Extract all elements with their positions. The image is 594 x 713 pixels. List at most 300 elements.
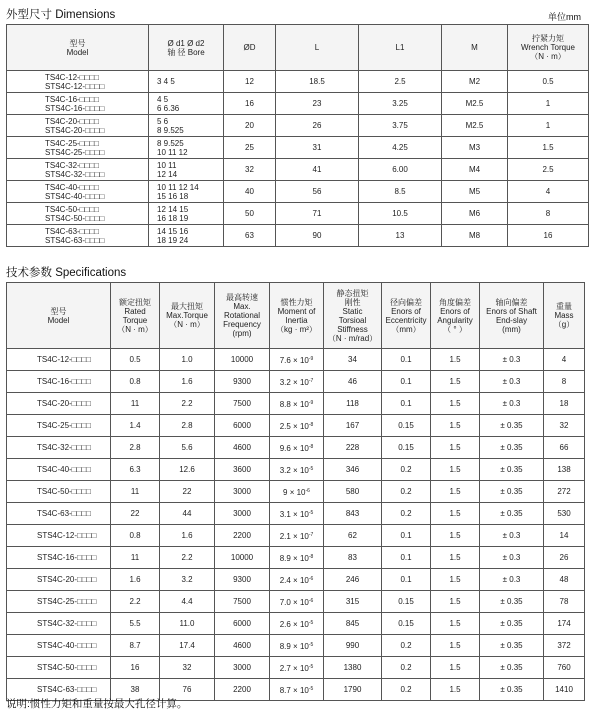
cell-eccentricity: 0.1 (382, 569, 431, 591)
header-od: ØD (224, 25, 276, 71)
cell-l: 31 (276, 137, 359, 159)
cell-l1: 4.25 (359, 137, 442, 159)
cell-line: TS4C-40-□□□□ (45, 182, 100, 192)
cell-rated-torque: 8.7 (111, 635, 160, 657)
cell-rated-torque: 11 (111, 481, 160, 503)
cell-max-torque: 4.4 (160, 591, 215, 613)
cell-inertia (270, 415, 324, 437)
inertia-exponent: -6 (308, 597, 314, 604)
cell-l1: 6.00 (359, 159, 442, 181)
cell-model: STS4C-16-□□□□ (7, 547, 111, 569)
header-line: Angularity (437, 315, 473, 325)
cell-stiffness: 62 (324, 525, 382, 547)
header-line: Mass (554, 311, 574, 320)
cell-m: M8 (442, 225, 508, 247)
cell-eccentricity: 0.15 (382, 591, 431, 613)
inertia-mantissa: 9.6 × 10 (279, 443, 309, 453)
header-line: Max.Torque (166, 311, 208, 320)
cell-max-rpm: 3000 (215, 481, 270, 503)
cell-axial: ± 0.35 (480, 415, 544, 437)
cell-rated-torque: 11 (111, 393, 160, 415)
cell-mass: 48 (544, 569, 585, 591)
cell-bore (149, 203, 224, 225)
cell-max-torque: 76 (160, 679, 215, 701)
cell-l1: 13 (359, 225, 442, 247)
cell-wrench-torque: 1 (508, 93, 589, 115)
header-line: Max. (233, 302, 251, 311)
cell-line: 3 4 5 (157, 77, 175, 86)
header-mass (544, 283, 585, 349)
header-line: Model (47, 315, 70, 325)
header-line: Enors of Shaft (486, 306, 537, 316)
cell-stiffness: 346 (324, 459, 382, 481)
cell-l1: 2.5 (359, 71, 442, 93)
cell-model: TS4C-32-□□□□ (7, 437, 111, 459)
cell-max-torque: 11.0 (160, 613, 215, 635)
cell-rated-torque: 2.2 (111, 591, 160, 613)
cell-line: 10 11 (157, 160, 177, 170)
cell-inertia (270, 635, 324, 657)
header-line: （kg · m²） (276, 324, 317, 334)
cell-eccentricity: 0.1 (382, 393, 431, 415)
cell-angularity: 1.5 (431, 679, 480, 701)
cell-inertia (270, 371, 324, 393)
cell-inertia (270, 613, 324, 635)
inertia-mantissa: 8.9 × 10 (279, 641, 309, 651)
header-line: Frequency (223, 320, 261, 329)
cell-axial: ± 0.35 (480, 679, 544, 701)
header-line: 型号 (50, 306, 67, 316)
cell-model: STS4C-20-□□□□ (7, 569, 111, 591)
cell-m: M5 (442, 181, 508, 203)
header-line: (mm) (502, 324, 521, 334)
cell-inertia (270, 481, 324, 503)
dimension-row (7, 225, 589, 247)
header-bore: Ø d1 Ø d2 轴 径 Bore (149, 25, 224, 71)
cell-od: 25 (224, 137, 276, 159)
cell-axial: ± 0.35 (480, 635, 544, 657)
cell-mass: 530 (544, 503, 585, 525)
cell-model: TS4C-25-□□□□ (7, 415, 111, 437)
inertia-exponent: -6 (305, 487, 310, 494)
cell-inertia (270, 679, 324, 701)
cell-od: 50 (224, 203, 276, 225)
cell-l1: 10.5 (359, 203, 442, 225)
cell-inertia (270, 657, 324, 679)
cell-line: 15 16 18 (157, 191, 189, 201)
cell-line: TS4C-20-□□□□ (45, 116, 100, 126)
cell-od: 63 (224, 225, 276, 247)
spec-row (7, 547, 585, 569)
cell-eccentricity: 0.2 (382, 657, 431, 679)
cell-rated-torque: 2.8 (111, 437, 160, 459)
cell-mass: 760 (544, 657, 585, 679)
cell-m: M2.5 (442, 115, 508, 137)
specifications-table (6, 282, 585, 701)
cell-l1: 3.25 (359, 93, 442, 115)
header-line: Moment of (277, 306, 316, 316)
spec-row (7, 613, 585, 635)
header-line: Enors of (391, 306, 421, 316)
header-line: Torsioal (338, 315, 367, 325)
footnote: 说明:惯性力矩和重量按最大孔径计算。 (6, 698, 188, 710)
cell-bore (149, 93, 224, 115)
cell-m: M4 (442, 159, 508, 181)
cell-m: M2.5 (442, 93, 508, 115)
cell-mass: 1410 (544, 679, 585, 701)
header-stiffness (324, 283, 382, 349)
header-line: 惯性力矩 (280, 297, 313, 307)
cell-max-rpm: 2200 (215, 525, 270, 547)
cell-angularity: 1.5 (431, 569, 480, 591)
cell-max-torque: 2.8 (160, 415, 215, 437)
cell-stiffness: 246 (324, 569, 382, 591)
cell-max-torque: 5.6 (160, 437, 215, 459)
header-eccentricity (382, 283, 431, 349)
cell-model (7, 115, 149, 137)
inertia-mantissa: 3.2 × 10 (279, 377, 309, 387)
cell-line: TS4C-63-□□□□ (45, 226, 100, 236)
cell-angularity: 1.5 (431, 657, 480, 679)
cell-od: 20 (224, 115, 276, 137)
cell-model (7, 225, 149, 247)
cell-wrench-torque: 0.5 (508, 71, 589, 93)
cell-max-torque: 1.6 (160, 525, 215, 547)
cell-inertia (270, 393, 324, 415)
cell-mass: 18 (544, 393, 585, 415)
inertia-exponent: -9 (308, 399, 314, 406)
cell-max-torque: 22 (160, 481, 215, 503)
cell-mass: 372 (544, 635, 585, 657)
cell-rated-torque: 5.5 (111, 613, 160, 635)
spec-row (7, 591, 585, 613)
dimension-row (7, 159, 589, 181)
cell-angularity: 1.5 (431, 415, 480, 437)
inertia-exponent: -7 (308, 377, 314, 384)
cell-mass: 32 (544, 415, 585, 437)
inertia-mantissa: 2.7 × 10 (279, 663, 309, 673)
cell-axial: ± 0.3 (480, 547, 544, 569)
cell-axial: ± 0.35 (480, 657, 544, 679)
cell-m: M3 (442, 137, 508, 159)
inertia-exponent: -5 (308, 685, 314, 692)
cell-axial: ± 0.35 (480, 481, 544, 503)
cell-mass: 14 (544, 525, 585, 547)
cell-line: STS4C-63-□□□□ (45, 235, 105, 245)
cell-l1: 8.5 (359, 181, 442, 203)
cell-rated-torque: 0.5 (111, 349, 160, 371)
cell-model: STS4C-40-□□□□ (7, 635, 111, 657)
header-wrench-torque: 拧紧力矩 Wrench Torque （N · m） (508, 25, 589, 71)
cell-line: 4 5 (157, 94, 169, 104)
cell-wrench-torque: 8 (508, 203, 589, 225)
inertia-exponent: -5 (308, 509, 314, 516)
cell-inertia (270, 525, 324, 547)
spec-row (7, 349, 585, 371)
cell-line: 12 14 15 (157, 204, 189, 214)
cell-stiffness: 990 (324, 635, 382, 657)
cell-rated-torque: 11 (111, 547, 160, 569)
cell-eccentricity: 0.2 (382, 481, 431, 503)
header-line: （mm） (391, 324, 421, 334)
cell-stiffness: 118 (324, 393, 382, 415)
cell-model: TS4C-63-□□□□ (7, 503, 111, 525)
header-line: Rotational (223, 311, 261, 320)
cell-line: TS4C-32-□□□□ (45, 160, 100, 170)
cell-max-torque: 2.2 (160, 393, 215, 415)
cell-max-torque: 3.2 (160, 569, 215, 591)
cell-model: STS4C-63-□□□□ (7, 679, 111, 701)
cell-line: 6 6.36 (157, 103, 180, 113)
dimension-row (7, 137, 589, 159)
dimension-row (7, 181, 589, 203)
dimension-row (7, 203, 589, 225)
header-line: Rated (124, 306, 146, 316)
header-max-torque (160, 283, 215, 349)
inertia-exponent: -5 (308, 465, 314, 472)
cell-model: TS4C-20-□□□□ (7, 393, 111, 415)
cell-mass: 4 (544, 349, 585, 371)
cell-l: 18.5 (276, 71, 359, 93)
specs-title: 技术参数 Specifications (6, 267, 127, 279)
spec-row (7, 635, 585, 657)
inertia-mantissa: 7.0 × 10 (279, 597, 309, 607)
spec-row (7, 437, 585, 459)
cell-rated-torque: 38 (111, 679, 160, 701)
cell-eccentricity: 0.1 (382, 349, 431, 371)
cell-max-rpm: 3600 (215, 459, 270, 481)
header-line: Inertia (285, 315, 308, 325)
header-angularity (431, 283, 480, 349)
cell-model (7, 71, 149, 93)
header-line: 刚性 (344, 297, 361, 307)
cell-max-rpm: 4600 (215, 635, 270, 657)
spec-row (7, 481, 585, 503)
header-l1: L1 (359, 25, 442, 71)
cell-bore (149, 181, 224, 203)
cell-line: STS4C-25-□□□□ (45, 147, 105, 157)
cell-l: 41 (276, 159, 359, 181)
cell-eccentricity: 0.2 (382, 635, 431, 657)
inertia-exponent: -9 (308, 355, 314, 362)
cell-mass: 8 (544, 371, 585, 393)
cell-model: STS4C-50-□□□□ (7, 657, 111, 679)
spec-row (7, 459, 585, 481)
cell-model (7, 159, 149, 181)
header-inertia (270, 283, 324, 349)
header-line: Torque (122, 315, 148, 325)
inertia-mantissa: 2.6 × 10 (279, 619, 309, 629)
dimensions-table (6, 24, 589, 247)
cell-model: STS4C-32-□□□□ (7, 613, 111, 635)
cell-max-rpm: 9300 (215, 569, 270, 591)
cell-max-rpm: 10000 (215, 349, 270, 371)
cell-mass: 138 (544, 459, 585, 481)
cell-stiffness: 46 (324, 371, 382, 393)
header-max-rpm (215, 283, 270, 349)
inertia-exponent: -5 (308, 663, 314, 670)
header-line: 角度偏差 (439, 297, 471, 307)
cell-line: STS4C-16-□□□□ (45, 103, 105, 113)
cell-line: TS4C-50-□□□□ (45, 204, 100, 214)
cell-od: 32 (224, 159, 276, 181)
cell-mass: 78 (544, 591, 585, 613)
cell-angularity: 1.5 (431, 547, 480, 569)
cell-angularity: 1.5 (431, 459, 480, 481)
inertia-mantissa: 2.5 × 10 (279, 421, 309, 431)
cell-axial: ± 0.35 (480, 459, 544, 481)
cell-max-torque: 2.2 (160, 547, 215, 569)
cell-wrench-torque: 16 (508, 225, 589, 247)
dimension-row (7, 93, 589, 115)
cell-eccentricity: 0.1 (382, 525, 431, 547)
header-line: （N · m） (117, 324, 153, 334)
cell-rated-torque: 0.8 (111, 371, 160, 393)
inertia-exponent: -5 (308, 641, 314, 648)
cell-rated-torque: 22 (111, 503, 160, 525)
cell-model: TS4C-50-□□□□ (7, 481, 111, 503)
cell-inertia (270, 503, 324, 525)
header-line: 最高转速 (226, 293, 258, 302)
cell-line: STS4C-32-□□□□ (45, 169, 105, 179)
cell-mass: 66 (544, 437, 585, 459)
cell-line: STS4C-40-□□□□ (45, 191, 105, 201)
cell-eccentricity: 0.15 (382, 415, 431, 437)
cell-bore (149, 115, 224, 137)
cell-model: TS4C-40-□□□□ (7, 459, 111, 481)
inertia-mantissa: 8.9 × 10 (279, 553, 309, 563)
inertia-exponent: -8 (308, 443, 314, 450)
cell-max-rpm: 6000 (215, 613, 270, 635)
inertia-exponent: -5 (308, 619, 314, 626)
inertia-mantissa: 7.6 × 10 (279, 355, 309, 365)
cell-stiffness: 843 (324, 503, 382, 525)
cell-od: 12 (224, 71, 276, 93)
unit-label: 单位mm (548, 12, 581, 22)
inertia-mantissa: 3.2 × 10 (279, 465, 309, 475)
cell-mass: 26 (544, 547, 585, 569)
cell-angularity: 1.5 (431, 613, 480, 635)
cell-model (7, 203, 149, 225)
dimension-row (7, 71, 589, 93)
dimension-row (7, 115, 589, 137)
cell-max-torque: 32 (160, 657, 215, 679)
cell-l: 90 (276, 225, 359, 247)
cell-inertia (270, 459, 324, 481)
cell-stiffness: 83 (324, 547, 382, 569)
header-line: Stiffness (337, 324, 368, 334)
inertia-mantissa: 8.8 × 10 (279, 399, 309, 409)
cell-axial: ± 0.35 (480, 503, 544, 525)
cell-model: TS4C-12-□□□□ (7, 349, 111, 371)
cell-model (7, 181, 149, 203)
header-line: （N · m/rad） (327, 333, 378, 343)
header-m: M (442, 25, 508, 71)
cell-model: TS4C-16-□□□□ (7, 371, 111, 393)
cell-od: 40 (224, 181, 276, 203)
cell-rated-torque: 1.4 (111, 415, 160, 437)
cell-mass: 174 (544, 613, 585, 635)
cell-eccentricity: 0.1 (382, 547, 431, 569)
cell-max-rpm: 6000 (215, 415, 270, 437)
cell-inertia (270, 349, 324, 371)
cell-bore (149, 159, 224, 181)
cell-angularity: 1.5 (431, 349, 480, 371)
dimensions-title: 外型尺寸 Dimensions (6, 9, 116, 21)
cell-axial: ± 0.35 (480, 613, 544, 635)
header-axial (480, 283, 544, 349)
cell-inertia (270, 591, 324, 613)
header-line: Static (342, 306, 363, 316)
inertia-mantissa: 9 × 10 (283, 487, 306, 497)
cell-l: 26 (276, 115, 359, 137)
cell-angularity: 1.5 (431, 437, 480, 459)
cell-model (7, 93, 149, 115)
header-l: L (276, 25, 359, 71)
cell-mass: 272 (544, 481, 585, 503)
cell-axial: ± 0.3 (480, 569, 544, 591)
cell-max-rpm: 4600 (215, 437, 270, 459)
spec-row (7, 415, 585, 437)
cell-model: STS4C-12-□□□□ (7, 525, 111, 547)
cell-max-rpm: 3000 (215, 503, 270, 525)
cell-line: 12 14 (157, 169, 178, 179)
cell-m: M2 (442, 71, 508, 93)
cell-max-rpm: 3000 (215, 657, 270, 679)
cell-l1: 3.75 (359, 115, 442, 137)
cell-stiffness: 1380 (324, 657, 382, 679)
header-model: 型号 Model (7, 25, 149, 71)
header-line: Enors of (440, 306, 470, 316)
header-model (7, 283, 111, 349)
cell-wrench-torque: 4 (508, 181, 589, 203)
cell-max-rpm: 10000 (215, 547, 270, 569)
cell-stiffness: 315 (324, 591, 382, 613)
header-line: End-slay (495, 315, 528, 325)
cell-stiffness: 1790 (324, 679, 382, 701)
cell-line: STS4C-12-□□□□ (45, 81, 105, 91)
cell-od: 16 (224, 93, 276, 115)
inertia-mantissa: 8.7 × 10 (279, 685, 309, 695)
inertia-exponent: -8 (308, 421, 314, 428)
cell-l: 23 (276, 93, 359, 115)
cell-model: STS4C-25-□□□□ (7, 591, 111, 613)
spec-row (7, 525, 585, 547)
cell-angularity: 1.5 (431, 503, 480, 525)
cell-m: M6 (442, 203, 508, 225)
cell-inertia (270, 547, 324, 569)
cell-stiffness: 34 (324, 349, 382, 371)
inertia-exponent: -8 (308, 553, 314, 560)
inertia-exponent: -7 (308, 531, 314, 538)
cell-rated-torque: 6.3 (111, 459, 160, 481)
header-rated-torque (111, 283, 160, 349)
inertia-mantissa: 3.1 × 10 (279, 509, 309, 519)
cell-line: 10 11 12 14 (157, 182, 199, 192)
spec-row (7, 503, 585, 525)
inertia-exponent: -6 (308, 575, 314, 582)
cell-model (7, 137, 149, 159)
cell-line: 16 18 19 (157, 213, 189, 223)
cell-max-rpm: 2200 (215, 679, 270, 701)
cell-rated-torque: 1.6 (111, 569, 160, 591)
cell-bore (149, 71, 224, 93)
cell-axial: ± 0.35 (480, 591, 544, 613)
cell-eccentricity: 0.2 (382, 679, 431, 701)
cell-line: TS4C-25-□□□□ (45, 138, 100, 148)
cell-max-rpm: 7500 (215, 393, 270, 415)
inertia-mantissa: 2.1 × 10 (279, 531, 309, 541)
